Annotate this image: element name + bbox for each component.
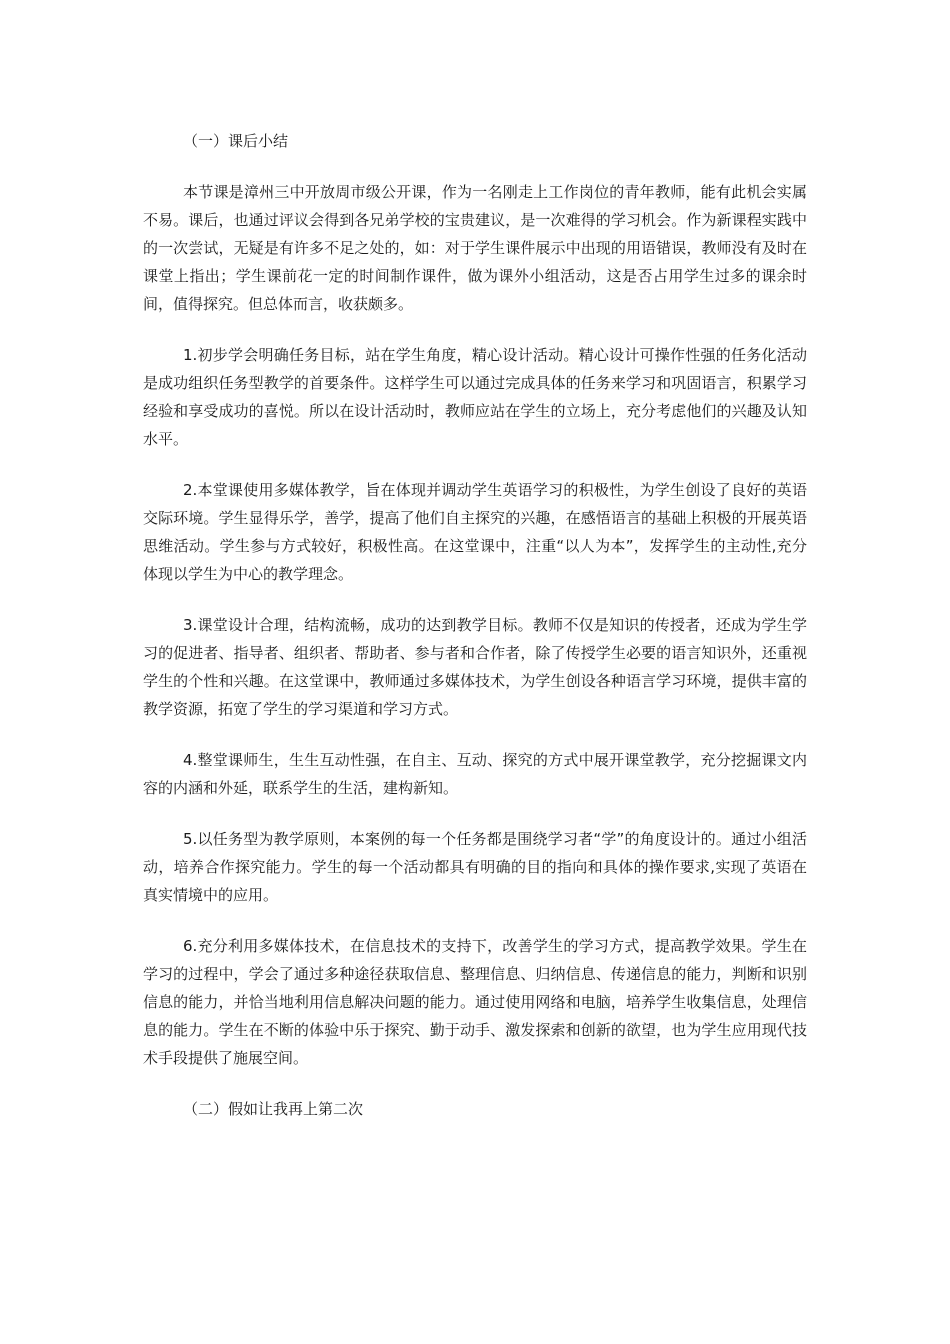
point-paragraph-3: 3.课堂设计合理，结构流畅，成功的达到教学目标。教师不仅是知识的传授者，还成为学生学习的促进者、指导者、组织者、帮助者、参与者和合作者，除了传授学生必要的语言知识外，还重视学生的个性和兴趣。在这堂课中，教师通过多媒体技术，为学生创设各种语言学习环境，提供丰富的教学资源，拓宽了学生的学习渠道和学习方式。 <box>143 616 807 718</box>
point-paragraph-1: 1.初步学会明确任务目标，站在学生角度，精心设计活动。精心设计可操作性强的任务化活动是成功组织任务型教学的首要条件。这样学生可以通过完成具体的任务来学习和巩固语言，积累学习经验和享受成功的喜悦。所以在设计活动时，教师应站在学生的立场上，充分考虑他们的兴趣及认知水平。 <box>143 346 807 448</box>
section-heading-summary: （一）课后小结 <box>183 132 289 150</box>
document-body <box>143 127 807 1123</box>
point-paragraph-5: 5.以任务型为教学原则，本案例的每一个任务都是围绕学习者“学”的角度设计的。通过小组活动，培养合作探究能力。学生的每一个活动都具有明确的目的指向和具体的操作要求,实现了英语在真实情境中的应用。 <box>143 830 807 904</box>
point-paragraph-6: 6.充分利用多媒体技术，在信息技术的支持下，改善学生的学习方式，提高教学效果。学生在学习的过程中，学会了通过多种途径获取信息、整理信息、归纳信息、传递信息的能力，判断和识别信息的能力，并恰当地利用信息解决问题的能力。通过使用网络和电脑，培养学生收集信息，处理信息的能力。学生在不断的体验中乐于探究、勤于动手、激发探索和创新的欲望，也为学生应用现代技术手段提供了施展空间。 <box>143 937 807 1067</box>
section-heading-second-attempt: （二）假如让我再上第二次 <box>183 1100 364 1118</box>
point-paragraph-2: 2.本堂课使用多媒体教学，旨在体现并调动学生英语学习的积极性，为学生创设了良好的英语交际环境。学生显得乐学，善学，提高了他们自主探究的兴趣，在感悟语言的基础上积极的开展英语思维活动。学生参与方式较好，积极性高。在这堂课中，注重“以人为本”，发挥学生的主动性,充分体现以学生为中心的教学理念。 <box>143 481 807 583</box>
point-paragraph-4: 4.整堂课师生，生生互动性强，在自主、互动、探究的方式中展开课堂教学，充分挖掘课文内容的内涵和外延，联系学生的生活，建构新知。 <box>143 751 807 797</box>
intro-paragraph: 本节课是漳州三中开放周市级公开课，作为一名刚走上工作岗位的青年教师，能有此机会实属不易。课后，也通过评议会得到各兄弟学校的宝贵建议，是一次难得的学习机会。作为新课程实践中的一次尝试，无疑是有许多不足之处的，如：对于学生课件展示中出现的用语错误，教师没有及时在课堂上指出；学生课前花一定的时间制作课件，做为课外小组活动，这是否占用学生过多的课余时间，值得探究。但总体而言，收获颇多。 <box>143 183 807 313</box>
